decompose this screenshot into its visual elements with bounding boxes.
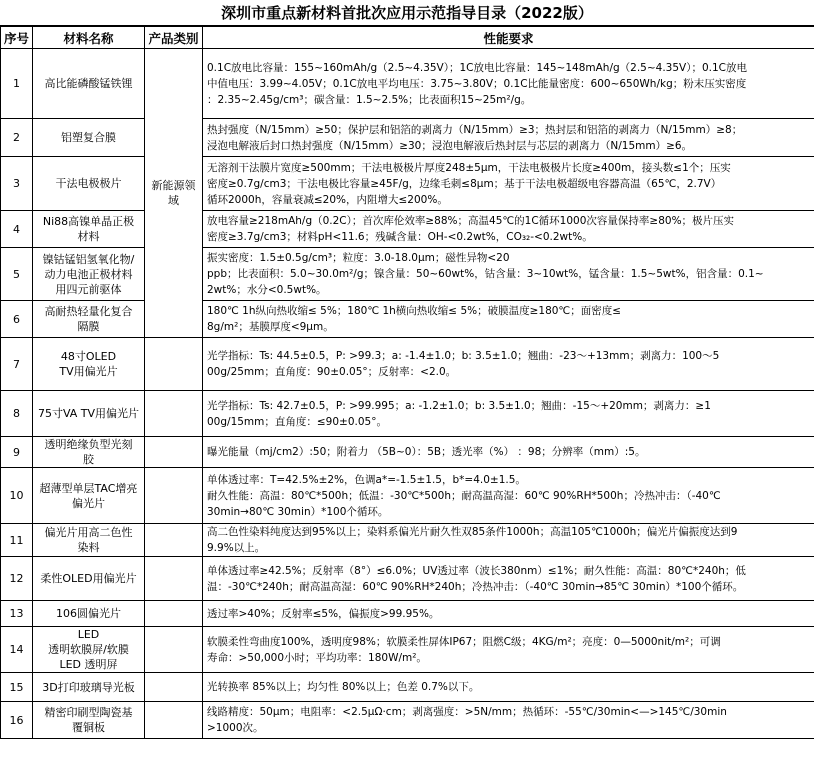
requirement-line: 浸泡电解液后封口热封强度（N/15mm）≥30；浸泡电解液后热封层与芯层的剥离力（N/15mm）≥6。 (207, 139, 693, 152)
material-name-line: 超薄型单层TAC增亮 (39, 481, 138, 495)
performance-requirement (203, 391, 814, 437)
row-index: 10 (1, 468, 33, 524)
requirement-line: 耐久性能：高温：80℃*500h；低温：-30℃*500h；耐高温高湿：60℃ 90%RH*500h；冷热冲击：（-40℃ (207, 489, 721, 502)
table-row (1, 391, 814, 437)
requirement-line: >1000次。 (207, 722, 264, 734)
requirement-line: 放电容量≥218mAh/g（0.2C）；首次库伦效率≥88%；高温45℃的1C循环1000次容量保持率≥80%；极片压实 (207, 215, 735, 227)
product-category-empty (145, 627, 203, 673)
material-name (33, 601, 145, 627)
material-name-line: 柔性OLED用偏光片 (40, 572, 137, 585)
page-title: 深圳市重点新材料首批次应用示范指导目录（2022版） (0, 0, 814, 26)
material-name-line: 胶 (83, 453, 94, 466)
material-name (33, 673, 145, 702)
table-row (1, 627, 814, 673)
row-index: 12 (1, 557, 33, 601)
performance-requirement (203, 338, 814, 391)
table-row (1, 557, 814, 601)
material-name-line: 动力电池正极材料 (44, 267, 133, 281)
material-name-line: TV用偏光片 (59, 365, 118, 378)
material-name-line: 偏光片 (72, 496, 105, 510)
product-category-empty (145, 557, 203, 601)
material-name (33, 627, 145, 673)
material-name-line: 偏光片用高二色性 (44, 526, 133, 539)
row-index: 6 (1, 301, 33, 338)
material-name-line: 48寸OLED (60, 350, 117, 363)
requirement-line: 180℃ 1h纵向热收缩≤ 5%；180℃ 1h横向热收缩≤ 5%；破膜温度≥180℃；面密度≤ (207, 305, 622, 317)
requirement-line: 振实密度：1.5±0.5g/cm³；粒度：3.0-18.0μm；磁性异物<20 (207, 252, 510, 264)
catalog-table (0, 26, 814, 739)
performance-requirement (203, 248, 814, 301)
row-index: 15 (1, 673, 33, 702)
row-index: 7 (1, 338, 33, 391)
requirement-line: 无溶剂干法膜片宽度≥500mm；干法电极极片厚度248±5μm，干法电极极片长度≥400m，接头数≤1个；压实 (207, 161, 731, 174)
material-name-line: 隔膜 (77, 320, 100, 333)
material-name (33, 524, 145, 557)
table-row (1, 49, 814, 119)
requirement-line: 光转换率 85%以上；均匀性 80%以上；色差 0.7%以下。 (207, 681, 480, 693)
header-requirement: 性能要求 (203, 27, 814, 49)
material-name-line: 高比能磷酸锰铁锂 (44, 77, 133, 90)
table-row (1, 437, 814, 468)
product-category-empty (145, 702, 203, 739)
product-category: 新能源领域 (145, 49, 203, 338)
material-name-line: 用四元前驱体 (55, 282, 122, 296)
requirement-line: 00g/15mm；直角度：≤90±0.05°。 (207, 415, 387, 428)
material-name (33, 338, 145, 391)
header-row (1, 27, 814, 49)
requirement-line: 线路精度：50μm；电阻率：<2.5μΩ·cm；剥离强度：>5N/mm；热循环：-55℃/30min<—>145℃/30min (207, 706, 727, 718)
header-index: 序号 (1, 27, 33, 49)
material-name-line: 覆铜板 (72, 721, 105, 734)
material-name-line: 铝塑复合膜 (61, 131, 116, 144)
material-name-line: 镍钴锰铝氢氧化物/ (42, 252, 135, 266)
material-name-line: 106圆偏光片 (56, 607, 121, 620)
material-name-line: 高耐热轻量化复合 (44, 305, 133, 318)
product-category-empty (145, 437, 203, 468)
requirement-line: 光学指标：Ts: 44.5±0.5，P: >99.3；a: -1.4±1.0；b: 3.5±1.0；翘曲：-23～+13mm；剥离力：100～5 (207, 350, 720, 362)
product-category-empty (145, 338, 203, 391)
performance-requirement (203, 524, 814, 557)
material-name (33, 557, 145, 601)
requirement-line: 温：-30℃*240h；耐高温高湿：60℃ 90%RH*240h；冷热冲击：（-40℃ 30min→85℃ 30min）*100个循环。 (207, 580, 744, 593)
requirement-line: 0.1C放电比容量：155~160mAh/g（2.5~4.35V）；1C放电比容量：145~148mAh/g（2.5~4.35V）；0.1C放电 (207, 61, 747, 74)
performance-requirement (203, 157, 814, 211)
material-name-line: 精密印刷型陶瓷基 (44, 706, 133, 719)
material-name-line: 3D打印玻璃导光板 (42, 680, 135, 694)
material-name (33, 119, 145, 157)
performance-requirement (203, 437, 814, 468)
product-category-empty (145, 673, 203, 702)
table-row (1, 673, 814, 702)
product-category-empty (145, 601, 203, 627)
requirement-line: ：2.35~2.45g/cm³；碳含量：1.5~2.5%；比表面积15~25m²/g。 (207, 93, 532, 106)
requirement-line: 循环2000h，容量衰减≤20%，内阻增大≤200%。 (207, 193, 448, 206)
table-row (1, 157, 814, 211)
row-index: 14 (1, 627, 33, 673)
material-name (33, 49, 145, 119)
requirement-line: 单体透过率：T=42.5%±2%，色调a*=-1.5±1.5，b*=4.0±1.5。 (207, 473, 526, 486)
performance-requirement (203, 49, 814, 119)
requirement-line: 中值电压：3.99~4.05V；0.1C放电平均电压：3.75~3.80V；0.1C比能量密度：600~650Wh/kg；粉末压实密度 (207, 77, 747, 90)
requirement-line: 密度≥3.7g/cm3；材料pH<11.6；残碱含量：OH-<0.2wt%，CO₃₂-<0.2wt%。 (207, 231, 593, 243)
material-name-line: 透明软膜屏/软膜 (48, 643, 129, 656)
requirement-line: 单体透过率≥42.5%；反射率（8°）≤6.0%；UV透过率（波长380nm）≤1%；耐久性能：高温：80℃*240h；低 (207, 564, 746, 577)
requirement-line: 热封强度（N/15mm）≥50；保护层和铝箔的剥离力（N/15mm）≥3；热封层和铝箔的剥离力（N/15mm）≥8； (207, 123, 743, 136)
material-name (33, 702, 145, 739)
material-name-line: LED (77, 628, 100, 641)
table-row (1, 601, 814, 627)
requirement-line: 高二色性染料纯度达到95%以上；染料系偏光片耐久性双85条件1000h；高温105℃1000h；偏光片偏振度达到9 (207, 526, 738, 538)
material-name (33, 301, 145, 338)
performance-requirement (203, 601, 814, 627)
material-name-line: 75寸VA TV用偏光片 (37, 407, 140, 420)
requirement-line: ppb；比表面积：5.0~30.0m²/g；镍含量：50~60wt%，钴含量：3~10wt%，锰含量：1.5~5wt%，铝含量：0.1~ (207, 268, 764, 280)
table-row (1, 524, 814, 557)
requirement-line: 00g/25mm；直角度：90±0.05°；反射率：<2.0。 (207, 366, 457, 378)
table-row (1, 248, 814, 301)
material-name (33, 391, 145, 437)
material-name-line: 干法电极极片 (55, 177, 122, 190)
table-row (1, 468, 814, 524)
performance-requirement (203, 673, 814, 702)
performance-requirement (203, 211, 814, 248)
requirement-line: 2wt%；水分<0.5wt%。 (207, 284, 327, 296)
table-row (1, 119, 814, 157)
performance-requirement (203, 627, 814, 673)
material-name (33, 437, 145, 468)
performance-requirement (203, 557, 814, 601)
material-name-line: Ni88高镍单晶正极 (42, 215, 135, 228)
performance-requirement (203, 468, 814, 524)
requirement-line: 8g/m²；基膜厚度<9μm。 (207, 321, 334, 333)
table-row (1, 702, 814, 739)
requirement-line: 寿命：>50,000小时；平均功率：180W/m²。 (207, 651, 427, 664)
requirement-line: 曝光能量（mj/cm2）:50；附着力 （5B~0）：5B；透光率（%） ：98；分辨率（mm）:5。 (207, 446, 646, 458)
material-name (33, 157, 145, 211)
performance-requirement (203, 702, 814, 739)
row-index: 1 (1, 49, 33, 119)
product-category-empty (145, 468, 203, 524)
row-index: 5 (1, 248, 33, 301)
row-index: 9 (1, 437, 33, 468)
table-row (1, 211, 814, 248)
header-material: 材料名称 (33, 27, 145, 49)
requirement-line: 9.9%以上。 (207, 542, 266, 554)
product-category-empty (145, 391, 203, 437)
requirement-line: 密度≥0.7g/cm3；干法电极比容量≥45F/g，边缘毛刺≤8μm；基于干法电极超级电容器高温（65℃，2.7V） (207, 177, 722, 190)
material-name-line: 材料 (77, 230, 100, 243)
material-name-line: 染料 (77, 541, 100, 554)
row-index: 13 (1, 601, 33, 627)
row-index: 2 (1, 119, 33, 157)
requirement-line: 30min→80℃ 30min）*100个循环。 (207, 505, 389, 518)
material-name (33, 468, 145, 524)
performance-requirement (203, 119, 814, 157)
material-name-line: 透明绝缘负型光刻 (44, 438, 133, 451)
requirement-line: 软膜柔性弯曲度100%，透明度98%；软膜柔性屏体IP67；阻燃C级；4KG/m²；亮度：0—5000nit/m²；可调 (207, 635, 721, 648)
table-row (1, 301, 814, 338)
header-category: 产品类别 (145, 27, 203, 49)
product-category-empty (145, 524, 203, 557)
material-name (33, 248, 145, 301)
row-index: 4 (1, 211, 33, 248)
performance-requirement (203, 301, 814, 338)
requirement-line: 透过率>40%；反射率≤5%，偏振度>99.95%。 (207, 607, 440, 620)
material-name-line: LED 透明屏 (59, 658, 118, 671)
requirement-line: 光学指标：Ts: 42.7±0.5，P: >99.995；a: -1.2±1.0；b: 3.5±1.0；翘曲：-15～+20mm；剥离力：≥1 (207, 399, 711, 412)
table-row (1, 338, 814, 391)
row-index: 3 (1, 157, 33, 211)
material-name (33, 211, 145, 248)
row-index: 8 (1, 391, 33, 437)
row-index: 11 (1, 524, 33, 557)
row-index: 16 (1, 702, 33, 739)
